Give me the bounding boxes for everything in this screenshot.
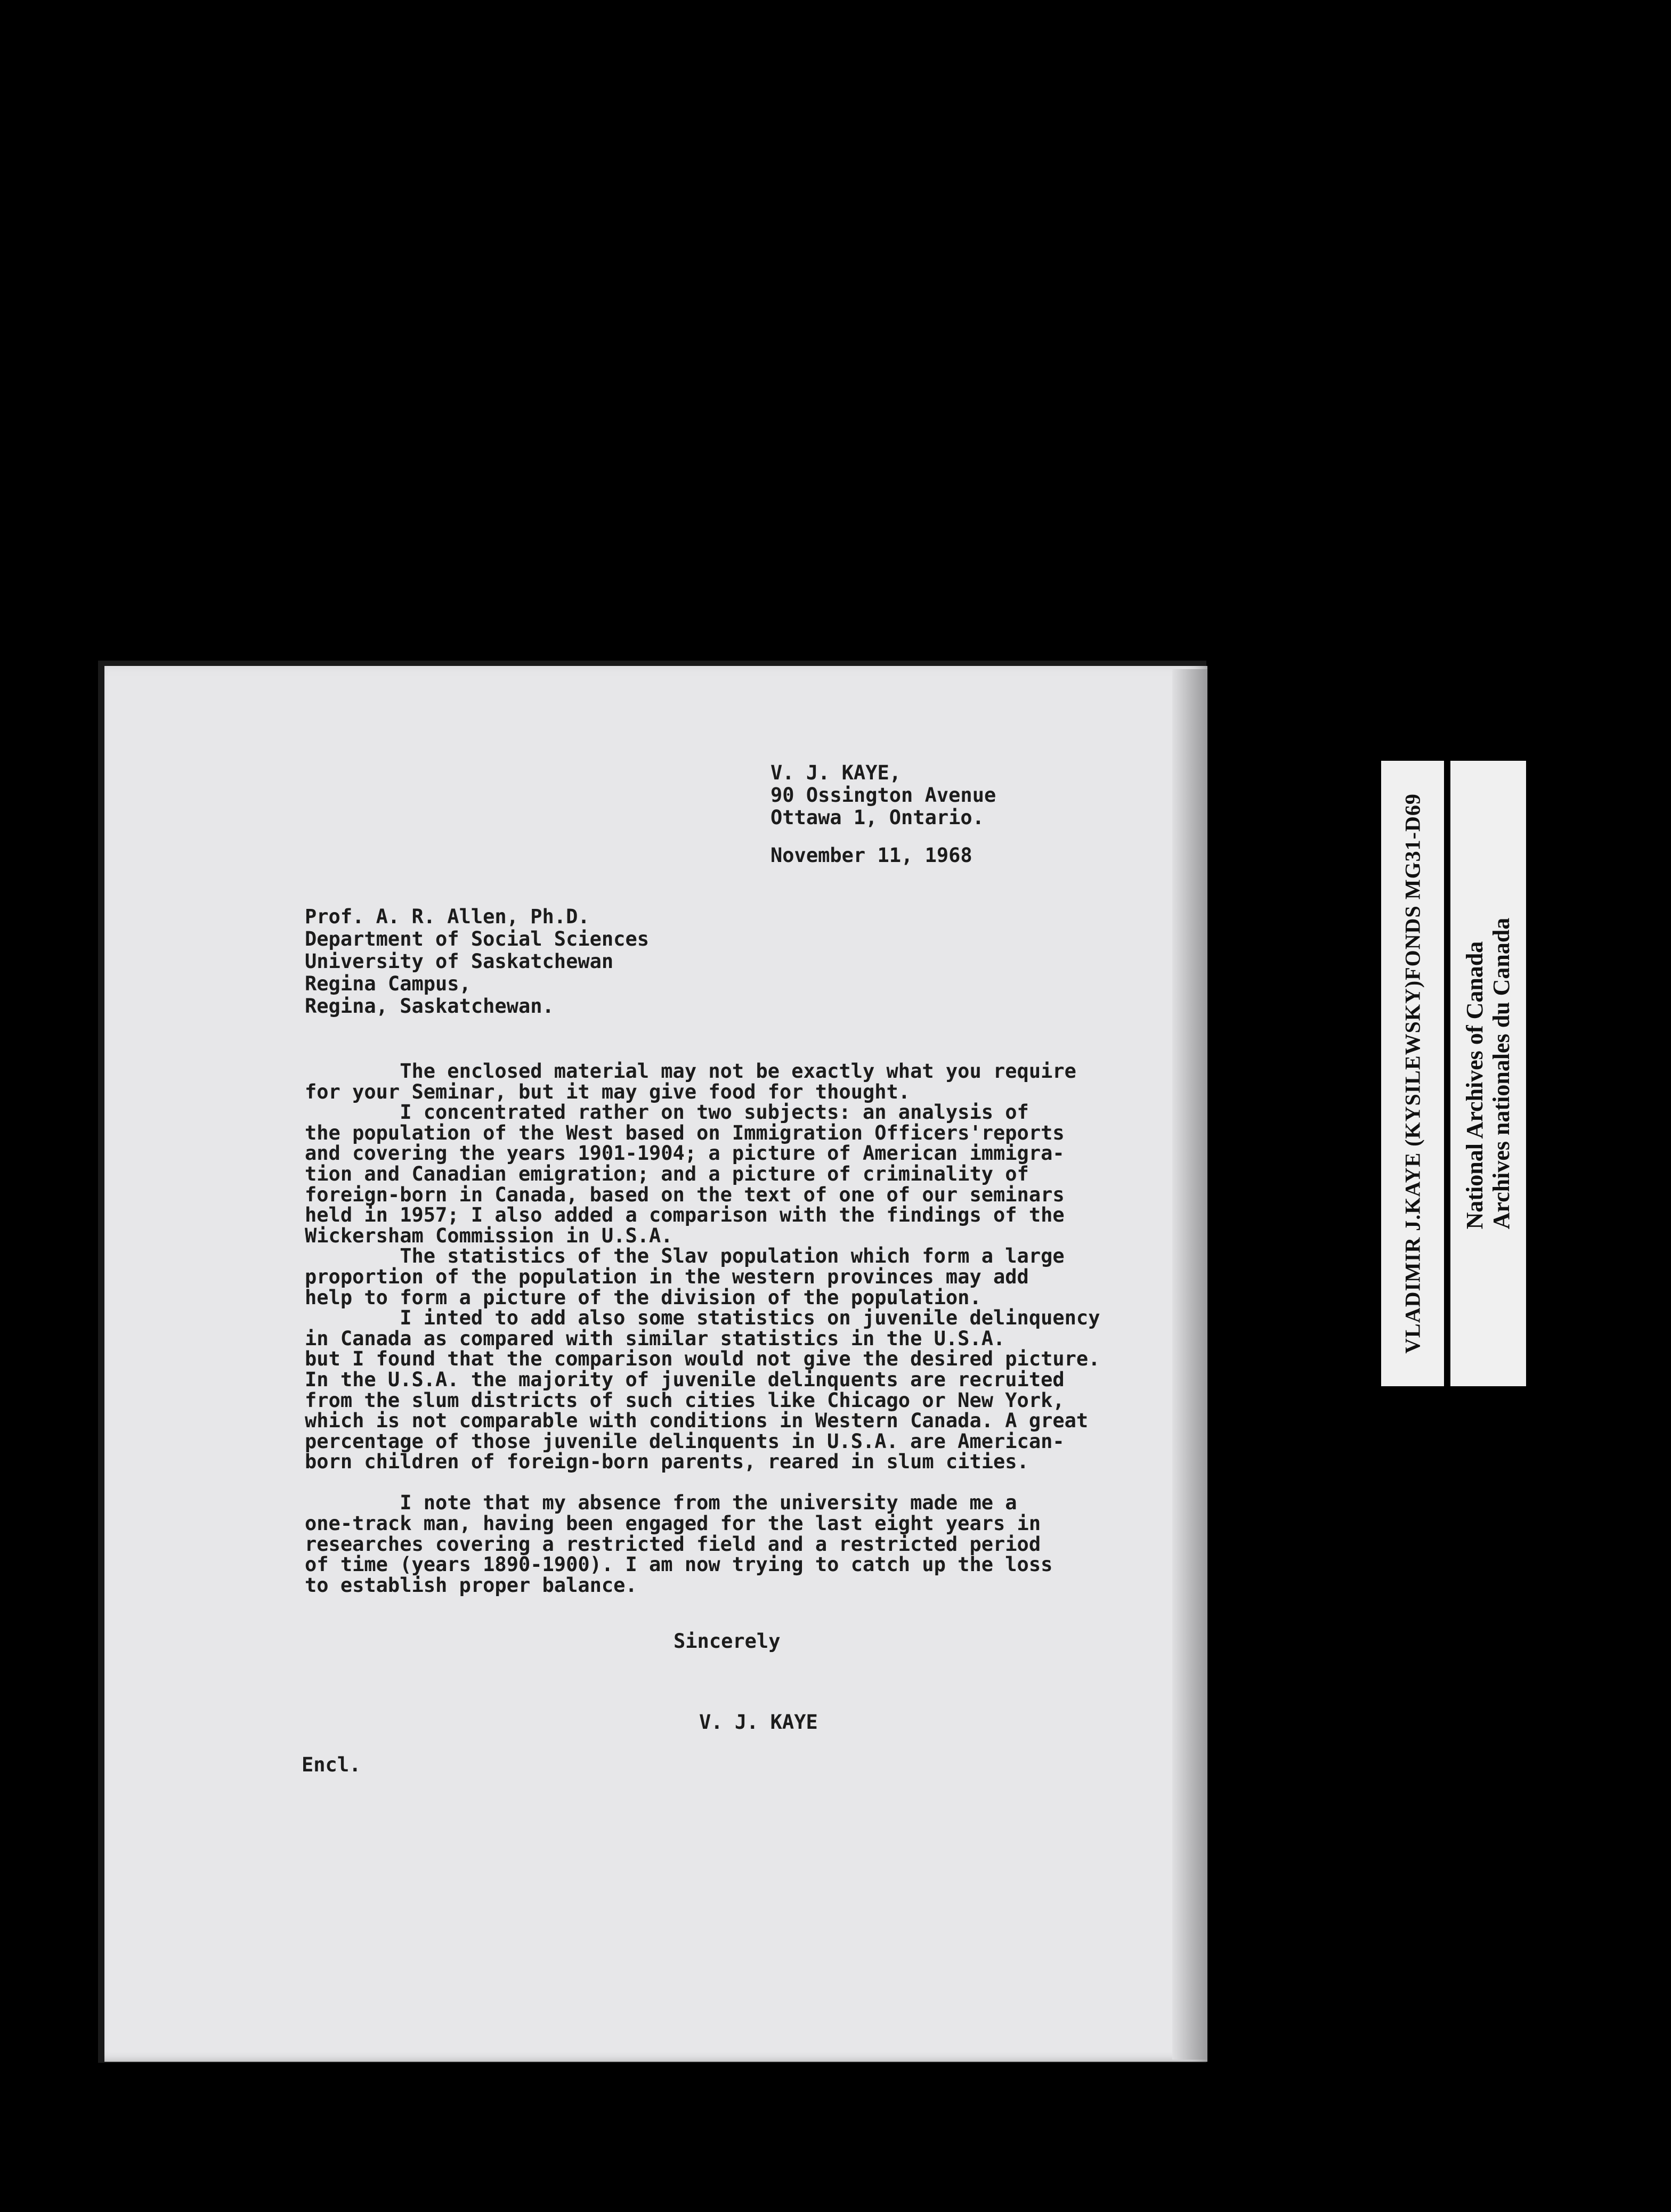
body-line: foreign-born in Canada, based on the text of one of our seminars [305,1183,1065,1206]
body-line: but I found that the comparison would not give the desired picture. [305,1347,1100,1371]
recipient-address [305,906,649,1018]
body-line: The enclosed material may not be exactly what you require [305,1060,1076,1083]
sender-line: Ottawa 1, Ontario. [770,806,984,829]
letter-body [305,1061,1100,1596]
body-line: The statistics of the Slav population which form a large [305,1245,1065,1268]
recipient-line: Regina Campus, [305,972,471,995]
recipient-line: University of Saskatchewan [305,950,614,973]
enclosure-note: Encl. [302,1753,361,1776]
body-line: and covering the years 1901-1904; a picture of American immigra- [305,1142,1065,1165]
body-line: I note that my absence from the university made me a [305,1491,1017,1515]
body-line: from the slum districts of such cities like Chicago or New York, [305,1388,1065,1412]
body-line: of time (years 1890-1900). I am now trying to catch up the loss [305,1553,1053,1576]
body-line: I inted to add also some statistics on juvenile delinquency [305,1306,1100,1330]
recipient-line: Department of Social Sciences [305,928,650,950]
letter-date: November 11, 1968 [770,844,972,867]
sender-address [770,762,996,829]
body-line: which is not comparable with conditions in Western Canada. A great [305,1409,1089,1433]
body-line: I concentrated rather on two subjects: an analysis of [305,1101,1029,1124]
recipient-line: Regina, Saskatchewan. [305,995,554,1018]
fonds-label-text: VLADIMIR J.KAYE (KYSILEWSKY)FONDS MG31-D69 [1400,793,1425,1354]
body-line: for your Seminar, but it may give food for thought. [305,1080,911,1103]
body-line: proportion of the population in the western provinces may add [305,1265,1029,1288]
body-line: the population of the West based on Immigration Officers'reports [305,1121,1065,1144]
body-line: born children of foreign-born parents, reared in slum cities. [305,1450,1029,1474]
body-line [305,1473,1100,1493]
body-line: Wickersham Commission in U.S.A. [305,1224,673,1247]
body-line: help to form a picture of the division of the population. [305,1286,981,1309]
institution-en: National Archives of Canada [1462,941,1488,1230]
archives-label [1450,761,1526,1386]
body-line: held in 1957; I also added a comparison with the findings of the [305,1203,1065,1227]
body-line: to establish proper balance. [305,1573,637,1597]
body-line: In the U.S.A. the majority of juvenile delinquents are recruited [305,1368,1065,1391]
sender-line: V. J. KAYE, [770,761,902,784]
body-line: one-track man, having been engaged for the last eight years in [305,1512,1041,1535]
body-line: in Canada as compared with similar statistics in the U.S.A. [305,1327,1005,1350]
body-line: tion and Canadian emigration; and a picture of criminality of [305,1162,1029,1185]
paper-edge [1172,669,1207,2060]
body-line: researches covering a restricted field and a restricted period [305,1532,1041,1556]
signature: V. J. KAYE [699,1711,818,1734]
institution-fr: Archives nationales du Canada [1488,917,1514,1230]
recipient-line: Prof. A. R. Allen, Ph.D. [305,905,590,928]
fonds-label [1381,761,1444,1386]
body-line: percentage of those juvenile delinquents in U.S.A. are American- [305,1429,1065,1453]
closing: Sincerely [674,1630,781,1653]
archives-label-text [1462,918,1515,1230]
sender-line: 90 Ossington Avenue [770,784,996,807]
